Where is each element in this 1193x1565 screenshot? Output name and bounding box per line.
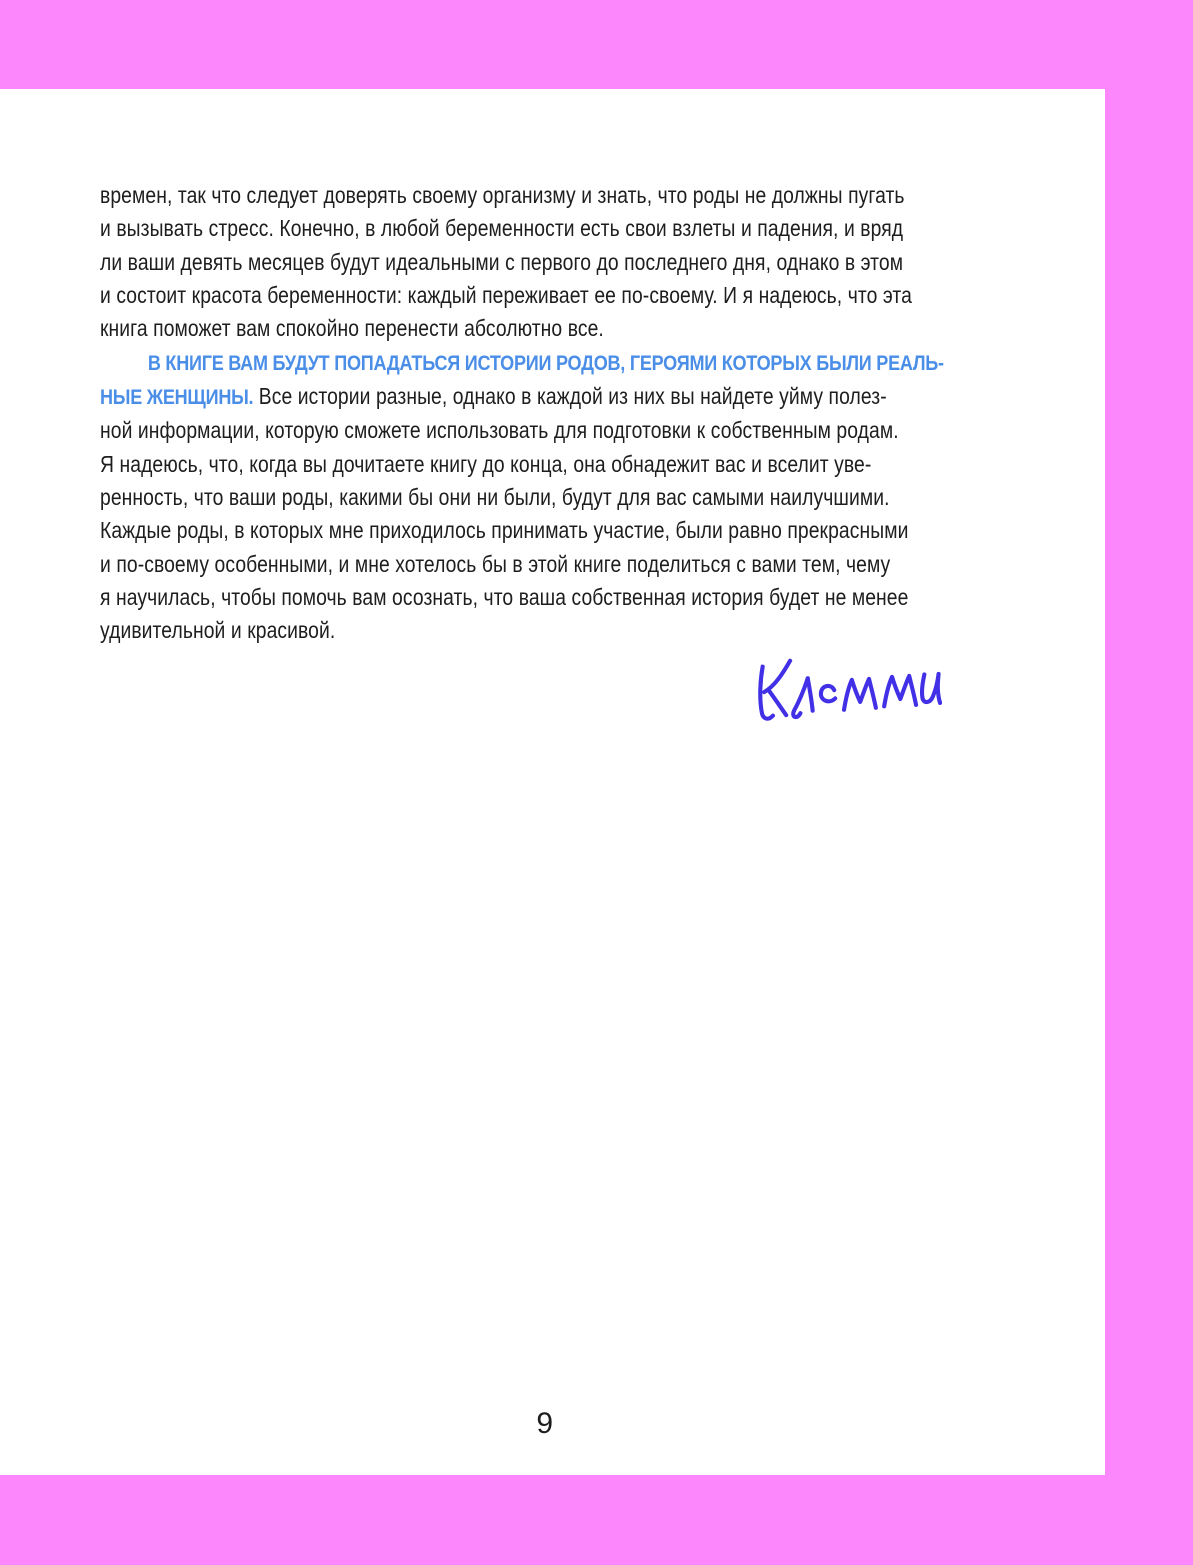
- body-run: Все истории разные, однако в каждой из них вы найдете уйму полез-: [253, 383, 887, 410]
- lead-emphasis-text: НЫЕ ЖЕНЩИНЫ.: [100, 385, 254, 410]
- body-run: Я надеюсь, что, когда вы дочитаете книгу до конца, она обнадежит вас и вселит уве-: [100, 450, 872, 477]
- text-line: [100, 246, 992, 279]
- text-line: [100, 179, 992, 212]
- signature-handwriting-icon: [746, 651, 942, 743]
- text-line: [100, 581, 992, 614]
- book-page: [0, 89, 1105, 1475]
- page-number: 9: [536, 1407, 554, 1440]
- signature: [746, 651, 942, 743]
- text-line: [100, 380, 992, 414]
- text-line: [100, 212, 992, 245]
- body-run: ренность, что ваши роды, какими бы они ни были, будут для вас самыми наилучшими.: [100, 484, 890, 511]
- body-text: [100, 179, 992, 648]
- body-run: и вызывать стресс. Конечно, в любой беременности есть свои взлеты и падения, и вряд: [100, 215, 904, 242]
- text-line: [100, 346, 992, 380]
- body-run: удивительной и красивой.: [100, 617, 336, 644]
- body-run: ли ваши девять месяцев будут идеальными с первого до последнего дня, однако в этом: [100, 248, 904, 275]
- body-run: и по-своему особенными, и мне хотелось бы в этой книге поделиться с вами тем, чему: [100, 550, 891, 577]
- lead-emphasis-text: В КНИГЕ ВАМ БУДУТ ПОПАДАТЬСЯ ИСТОРИИ РОДОВ, ГЕРОЯМИ КОТОРЫХ БЫЛИ РЕАЛЬ-: [147, 350, 944, 375]
- text-line: [100, 279, 992, 312]
- text-line: [100, 481, 992, 514]
- body-run: Каждые роды, в которых мне приходилось принимать участие, были равно прекрасными: [100, 517, 909, 544]
- text-line: [100, 514, 992, 547]
- body-run: времен, так что следует доверять своему организму и знать, что роды не должны пугать: [100, 182, 905, 208]
- text-line: [100, 448, 992, 481]
- body-run: я научилась, чтобы помочь вам осознать, что ваша собственная история будет не менее: [100, 584, 909, 611]
- body-run: и состоит красота беременности: каждый переживает ее по-своему. И я надеюсь, что эта: [100, 282, 912, 309]
- body-run: книга поможет вам спокойно перенести абсолютно все.: [100, 315, 604, 342]
- text-line: [100, 414, 992, 447]
- body-run: ной информации, которую сможете использовать для подготовки к собственным родам.: [100, 417, 899, 444]
- text-line: [100, 614, 992, 647]
- text-line: [100, 548, 992, 581]
- text-line: [100, 312, 992, 345]
